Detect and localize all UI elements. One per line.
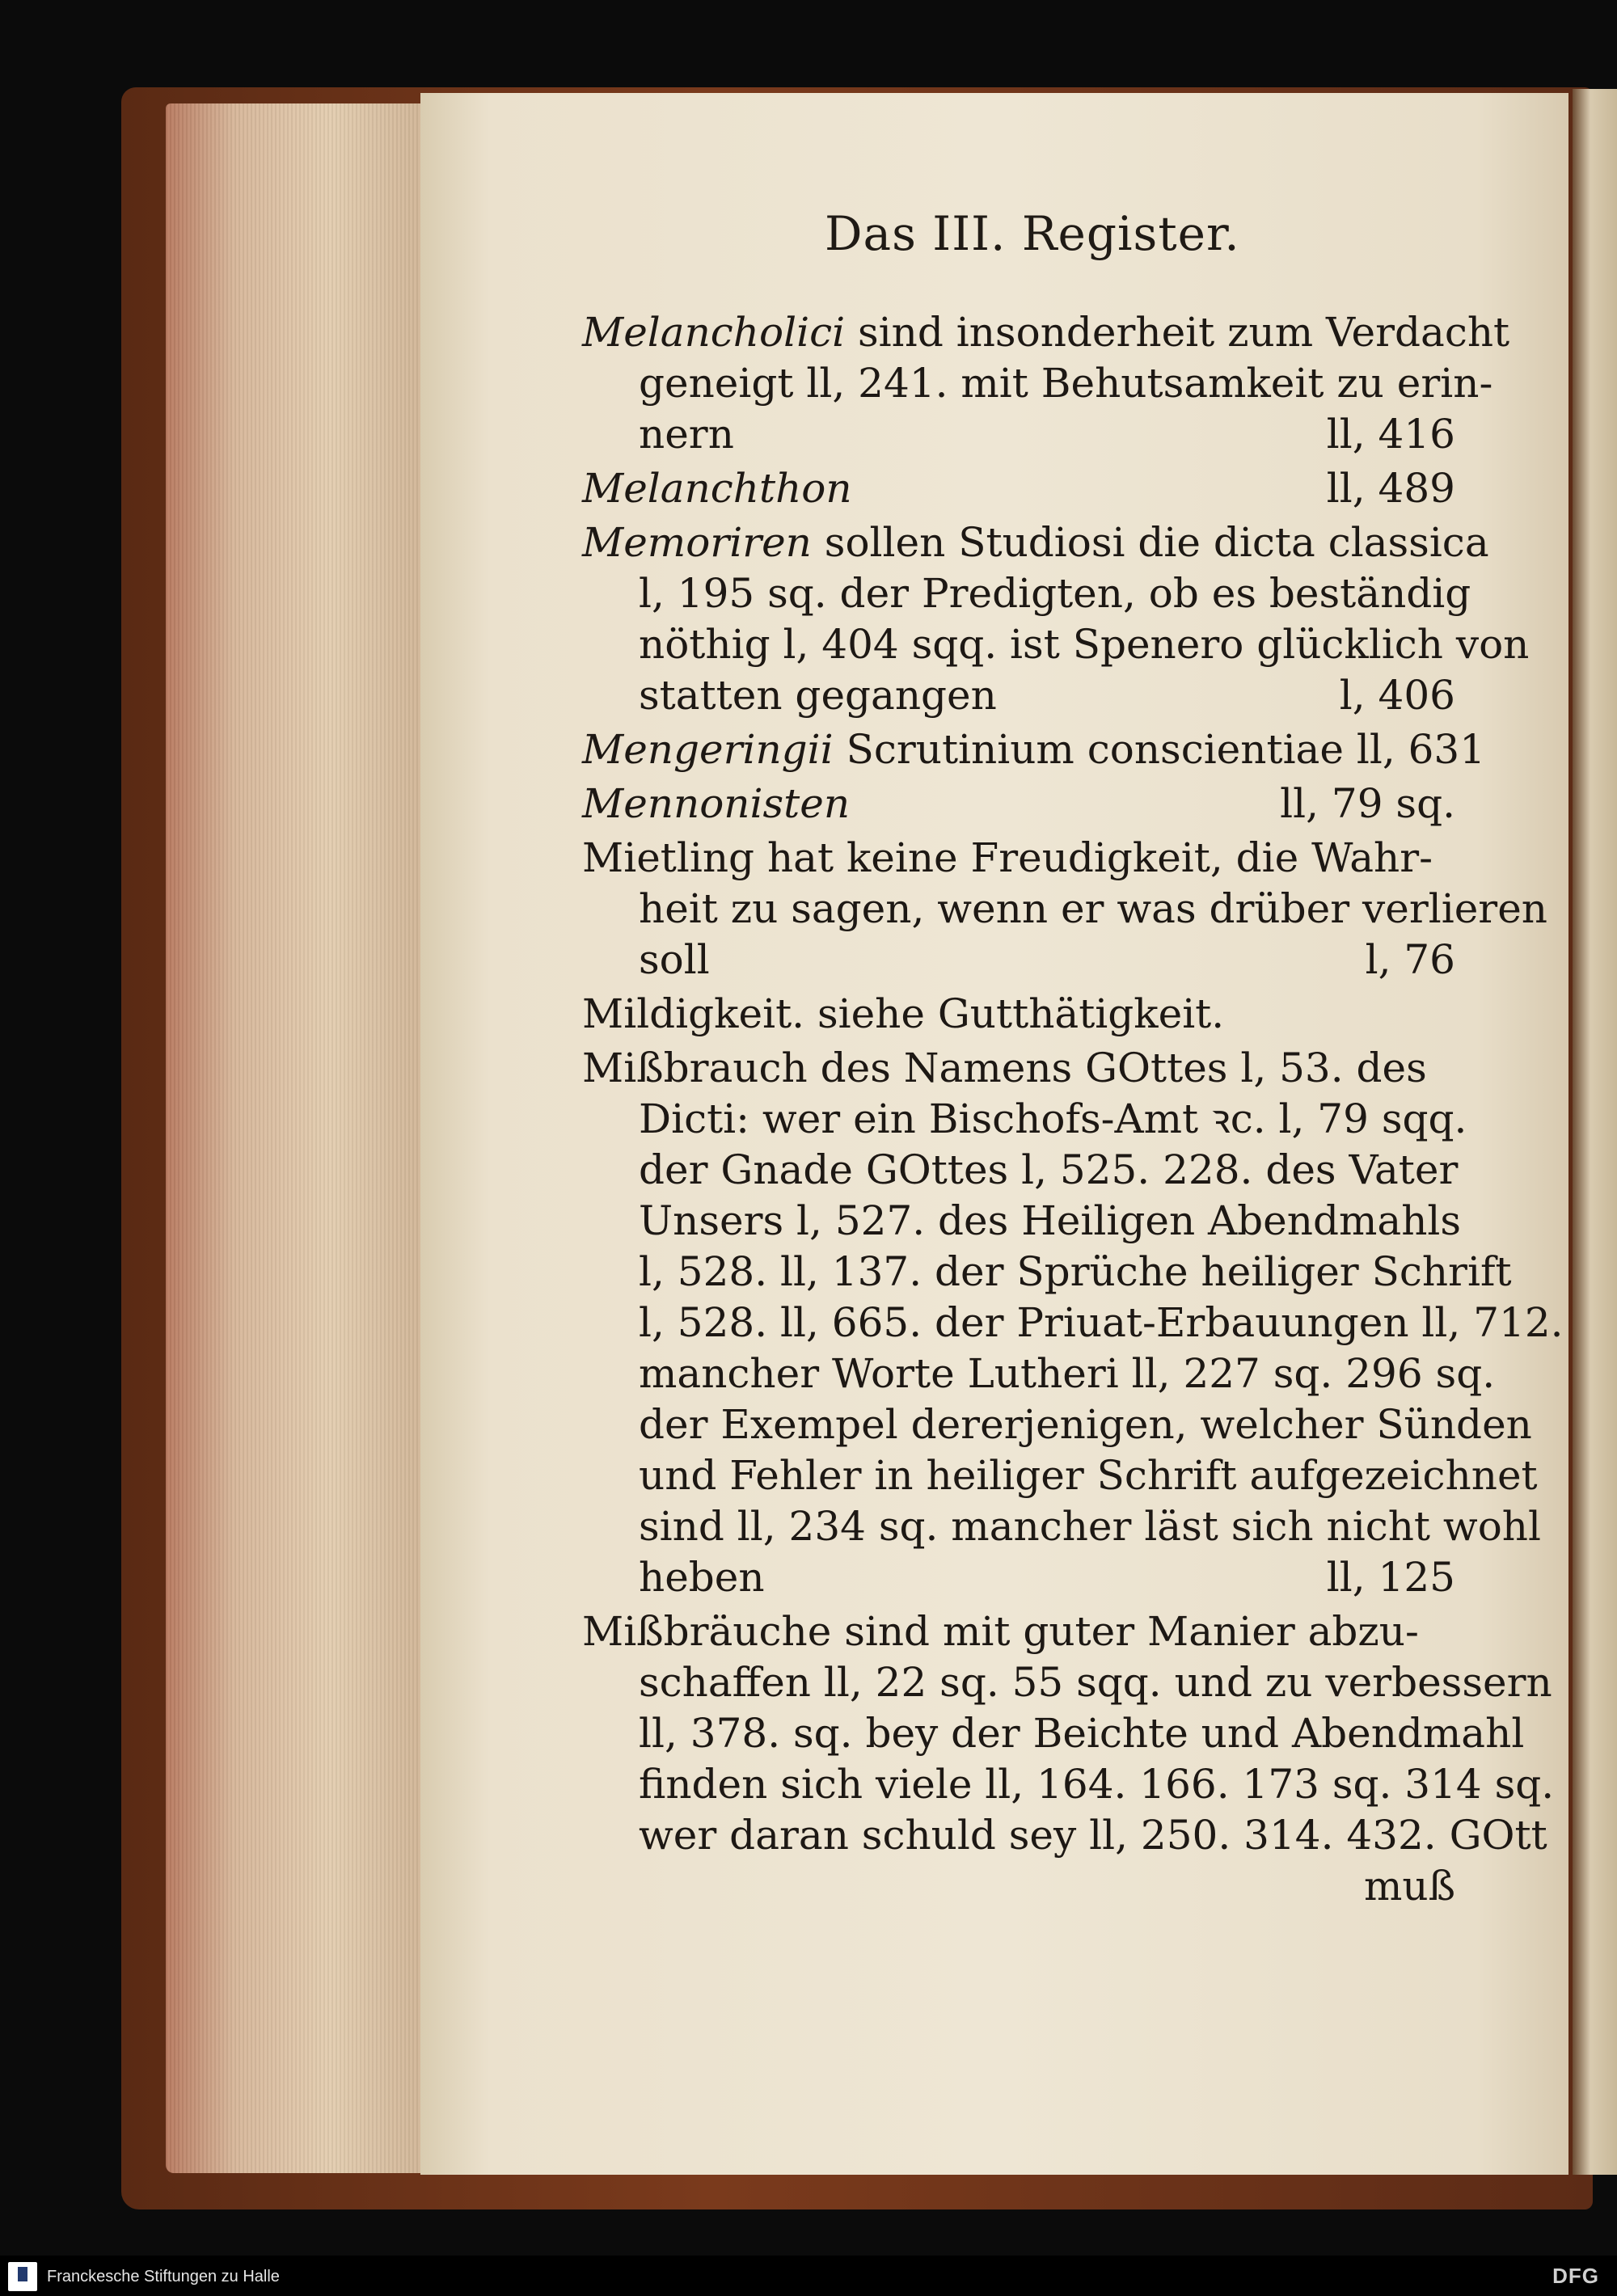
entry-line-text (582, 463, 852, 514)
institution-name: Franckesche Stiftungen zu Halle (47, 2268, 280, 2285)
entry-line-text (639, 935, 710, 986)
entry-line-text (639, 1452, 1538, 1499)
entry-line (582, 1810, 1547, 1861)
entry-text: nern (639, 411, 734, 458)
entry-line-text (639, 1095, 1467, 1142)
register-entries (582, 307, 1564, 1915)
entry-line (582, 779, 1455, 829)
entry-line (582, 1861, 1455, 1912)
entry-line (582, 670, 1455, 721)
entry-line (582, 517, 1489, 568)
entry-line-text (582, 1608, 1419, 1655)
entry-line-text (639, 1552, 765, 1603)
entry-line (582, 1043, 1455, 1094)
entry-line (582, 833, 1455, 884)
register-entry (582, 989, 1455, 1040)
entry-line-text (639, 1248, 1512, 1295)
entry-line (582, 1348, 1496, 1399)
entry-text: der Exempel dererjenigen, welcher Sünden (639, 1401, 1532, 1448)
entry-line (582, 1399, 1532, 1450)
entry-lemma: Melanchthon (582, 465, 852, 512)
entry-line-text (582, 1045, 1427, 1091)
entry-line (582, 307, 1510, 358)
entry-reference: muß (1363, 1863, 1455, 1910)
entry-line (582, 724, 1486, 775)
register-entry (582, 517, 1530, 721)
entry-line-text (582, 309, 1509, 356)
entry-line-text (582, 990, 1224, 1037)
entry-lemma: Mengeringii (582, 726, 834, 773)
entry-reference: ll, 125 (1326, 1554, 1455, 1601)
entry-line (582, 1552, 1455, 1603)
entry-text: Mißbrauch des Namens GOttes l, 53. des (582, 1045, 1427, 1091)
entry-reference: ll, 489 (1326, 465, 1455, 512)
entry-line (582, 1606, 1455, 1657)
entry-line-text (639, 1812, 1547, 1859)
entry-text: nöthig l, 404 sqq. ist Spenero glücklich von (639, 621, 1530, 668)
entry-line-text (639, 1146, 1458, 1193)
entry-line-text (639, 1503, 1541, 1550)
page-header: Das III. Register. (825, 206, 1240, 261)
entry-text: Scrutinium conscientiae ll, 631 (846, 726, 1486, 773)
entry-text: der Gnade GOttes l, 525. 228. des Vater (639, 1146, 1459, 1193)
entry-line-text (582, 779, 850, 829)
entry-text: geneigt ll, 241. mit Behutsamkeit zu erin- (639, 360, 1493, 407)
entry-line-text (639, 409, 734, 460)
entry-text: finden sich viele ll, 164. 166. 173 sq. 314 sq. (639, 1761, 1555, 1808)
entry-lemma: Memoriren (582, 519, 812, 566)
entry-text: l, 528. ll, 137. der Sprüche heiliger Schrift (639, 1248, 1512, 1295)
entry-text: heben (639, 1554, 765, 1601)
register-entry (582, 724, 1486, 775)
entry-line (582, 1196, 1462, 1247)
entry-text: l, 195 sq. der Predigten, ob es beständig (639, 570, 1471, 617)
facing-page-edge (1573, 89, 1617, 2175)
entry-line (582, 358, 1493, 409)
entry-lemma: Melancholici (582, 309, 846, 356)
entry-line-text (582, 519, 1489, 566)
entry-line-text (639, 1659, 1552, 1706)
entry-text: ll, 378. sq. bey der Beichte und Abendmahl (639, 1710, 1525, 1757)
dfg-badge: DFG (1552, 2264, 1599, 2288)
entry-line (582, 1094, 1467, 1145)
entry-line (582, 1657, 1552, 1708)
entry-text: Mißbräuche sind mit guter Manier abzu- (582, 1608, 1419, 1655)
entry-line (582, 463, 1455, 514)
entry-lemma: Mennonisten (582, 780, 851, 827)
register-entry (582, 463, 1455, 514)
entry-line-text (639, 1299, 1564, 1346)
entry-line-text (639, 1761, 1554, 1808)
entry-line (582, 1298, 1564, 1348)
entry-line (582, 1450, 1538, 1501)
entry-line (582, 409, 1455, 460)
entry-reference: ll, 416 (1326, 411, 1455, 458)
entry-text: l, 528. ll, 665. der Priuat-Erbauungen ll, 712. (639, 1299, 1564, 1346)
entry-line (582, 1145, 1459, 1196)
entry-line (582, 884, 1547, 935)
entry-text: soll (639, 936, 710, 983)
entry-text: sind insonderheit zum Verdacht (857, 309, 1510, 356)
entry-text: schaffen ll, 22 sq. 55 sqq. und zu verbessern (639, 1659, 1552, 1706)
entry-text: sind ll, 234 sq. mancher läst sich nicht wohl (639, 1503, 1541, 1550)
entry-reference: l, 406 (1339, 672, 1455, 719)
entry-line (582, 989, 1455, 1040)
entry-text: Mietling hat keine Freudigkeit, die Wahr- (582, 834, 1433, 881)
entry-line-text (639, 1710, 1524, 1757)
register-entry (582, 1606, 1555, 1912)
entry-line (582, 619, 1530, 670)
entry-line-text (639, 1401, 1532, 1448)
entry-text: wer daran schuld sey ll, 250. 314. 432. GOtt (639, 1812, 1547, 1859)
entry-reference: ll, 79 sq. (1280, 780, 1455, 827)
entry-line-text (639, 570, 1471, 617)
register-entry (582, 833, 1547, 986)
entry-line (582, 1708, 1525, 1759)
entry-line-text (582, 834, 1433, 881)
entry-reference: l, 76 (1365, 936, 1455, 983)
page-block-edge (166, 103, 441, 2173)
entry-text: mancher Worte Lutheri ll, 227 sq. 296 sq. (639, 1350, 1496, 1397)
entry-text: statten gegangen (639, 672, 997, 719)
entry-text: Mildigkeit. siehe Gutthätigkeit. (582, 990, 1225, 1037)
entry-line-text (639, 670, 997, 721)
entry-line (582, 1247, 1512, 1298)
register-entry (582, 779, 1455, 829)
register-entry (582, 307, 1510, 460)
entry-line-text (639, 621, 1529, 668)
entry-text: Dicti: wer ein Bischofs-Amt ꝛc. l, 79 sqq. (639, 1095, 1467, 1142)
register-entry (582, 1043, 1564, 1603)
entry-text: heit zu sagen, wenn er was drüber verlieren (639, 885, 1547, 932)
entry-line-text (639, 1350, 1495, 1397)
entry-line (582, 1501, 1541, 1552)
entry-line-text (582, 726, 1485, 773)
entry-line (582, 1759, 1555, 1810)
entry-line (582, 935, 1455, 986)
entry-line-text (639, 885, 1547, 932)
entry-text: Unsers l, 527. des Heiligen Abendmahls (639, 1197, 1462, 1244)
entry-text: sollen Studiosi die dicta classica (824, 519, 1489, 566)
entry-text: und Fehler in heiliger Schrift aufgezeichnet (639, 1452, 1538, 1499)
institution-logo-icon (8, 2262, 37, 2291)
entry-line (582, 568, 1471, 619)
entry-line-text (639, 360, 1492, 407)
entry-line-text (639, 1197, 1461, 1244)
